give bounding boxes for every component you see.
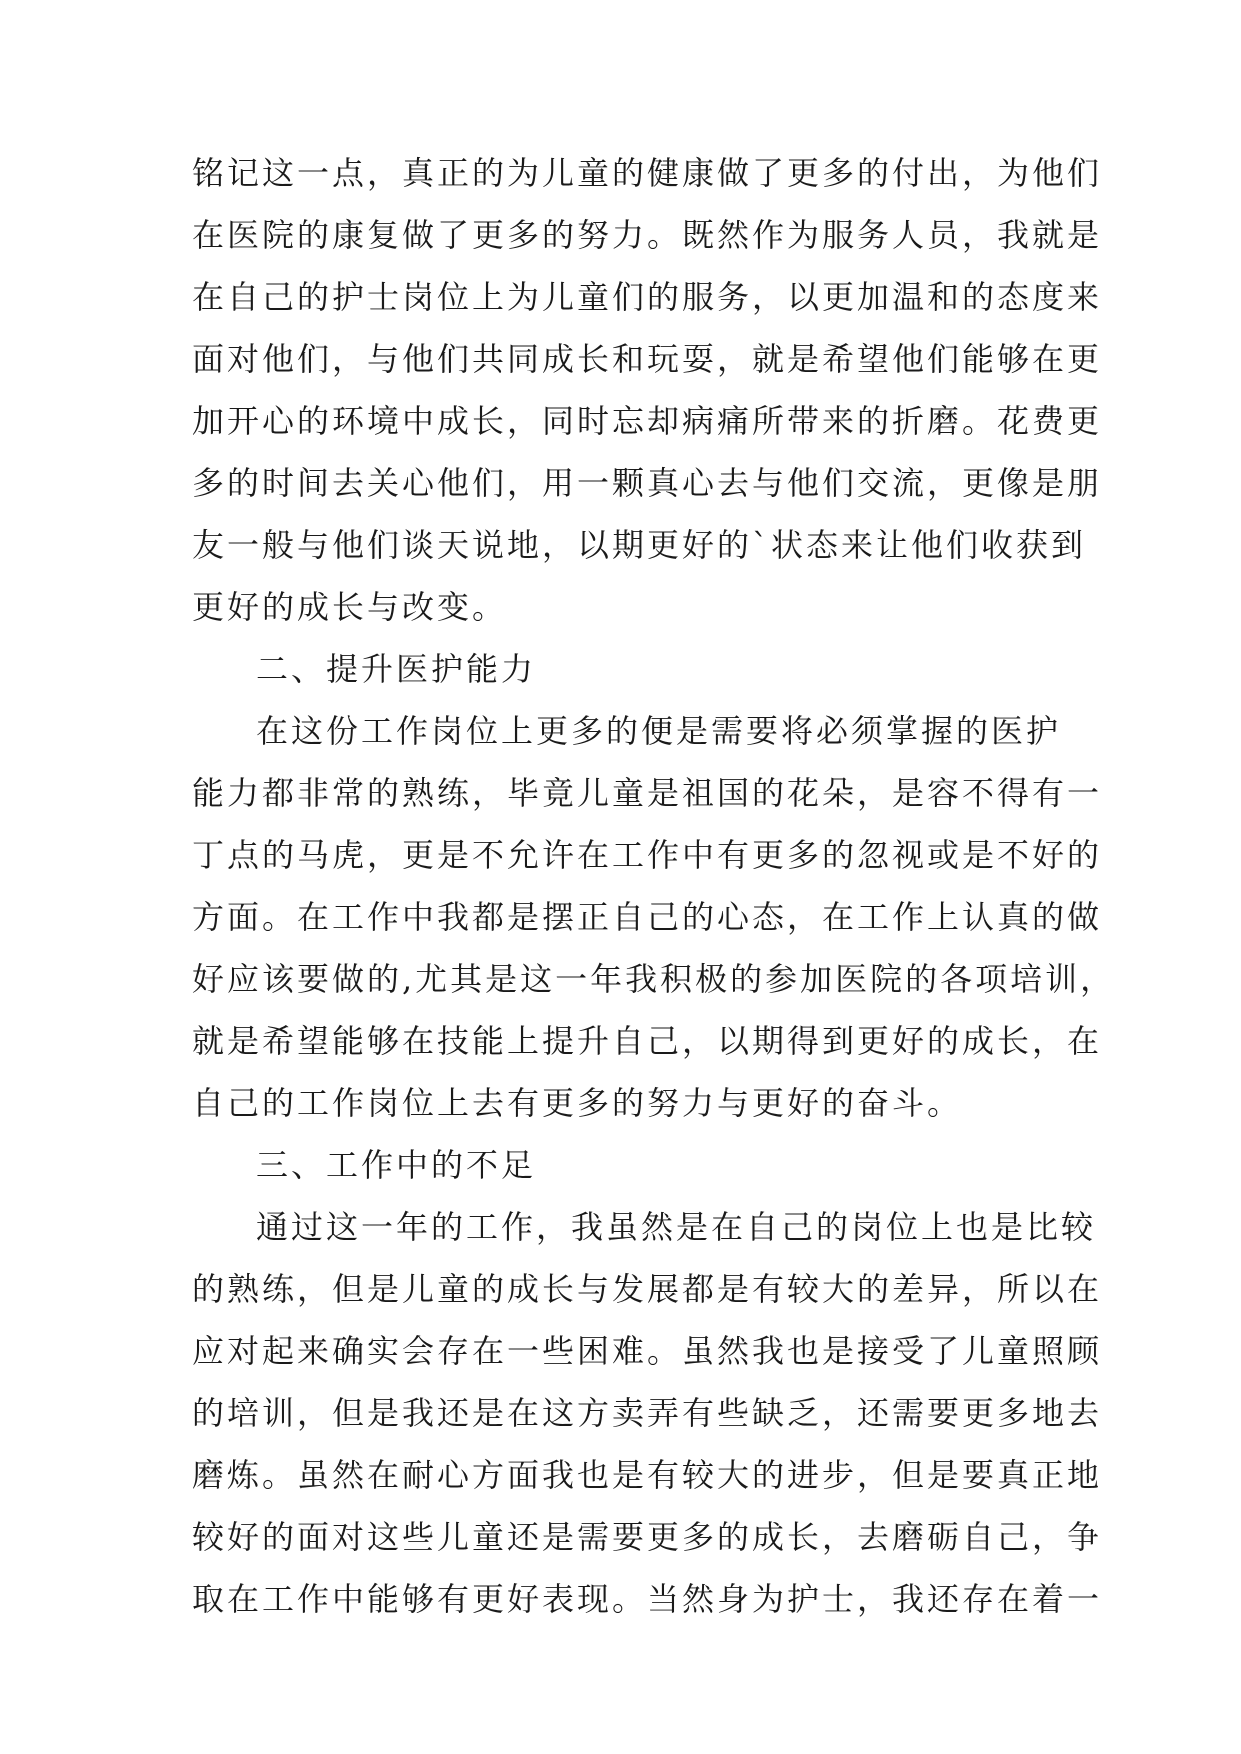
paragraph-line: 多的时间去关心他们，用一颗真心去与他们交流，更像是朋 bbox=[192, 464, 1103, 502]
paragraph-line: 通过这一年的工作，我虽然是在自己的岗位上也是比较 bbox=[256, 1208, 1097, 1246]
paragraph-line: 友一般与他们谈天说地，以期更好的`状态来让他们收获到 bbox=[192, 526, 1087, 564]
paragraph-line: 就是希望能够在技能上提升自己，以期得到更好的成长，在 bbox=[192, 1022, 1103, 1060]
paragraph-line: 方面。在工作中我都是摆正自己的心态，在工作上认真的做 bbox=[192, 898, 1103, 936]
section-heading: 三、工作中的不足 bbox=[256, 1146, 537, 1184]
section-heading: 二、提升医护能力 bbox=[256, 650, 537, 688]
paragraph-line: 面对他们，与他们共同成长和玩耍，就是希望他们能够在更 bbox=[192, 340, 1103, 378]
paragraph-line: 加开心的环境中成长，同时忘却病痛所带来的折磨。花费更 bbox=[192, 402, 1103, 440]
paragraph-line: 应对起来确实会存在一些困难。虽然我也是接受了儿童照顾 bbox=[192, 1332, 1103, 1370]
paragraph-line: 取在工作中能够有更好表现。当然身为护士，我还存在着一 bbox=[192, 1580, 1103, 1618]
paragraph-line: 的熟练，但是儿童的成长与发展都是有较大的差异，所以在 bbox=[192, 1270, 1103, 1308]
paragraph-line: 铭记这一点，真正的为儿童的健康做了更多的付出，为他们 bbox=[192, 154, 1103, 192]
paragraph-line: 能力都非常的熟练，毕竟儿童是祖国的花朵，是容不得有一 bbox=[192, 774, 1103, 812]
paragraph-line: 好应该要做的,尤其是这一年我积极的参加医院的各项培训， bbox=[192, 960, 1116, 998]
paragraph-line: 在这份工作岗位上更多的便是需要将必须掌握的医护 bbox=[256, 712, 1062, 750]
paragraph-line: 自己的工作岗位上去有更多的努力与更好的奋斗。 bbox=[192, 1084, 963, 1122]
paragraph-line: 磨炼。虽然在耐心方面我也是有较大的进步，但是要真正地 bbox=[192, 1456, 1103, 1494]
paragraph-line: 丁点的马虎，更是不允许在工作中有更多的忽视或是不好的 bbox=[192, 836, 1103, 874]
paragraph-line: 在自己的护士岗位上为儿童们的服务，以更加温和的态度来 bbox=[192, 278, 1103, 316]
paragraph-line: 的培训，但是我还是在这方卖弄有些缺乏，还需要更多地去 bbox=[192, 1394, 1103, 1432]
paragraph-line: 更好的成长与改变。 bbox=[192, 588, 508, 626]
paragraph-line: 在医院的康复做了更多的努力。既然作为服务人员，我就是 bbox=[192, 216, 1103, 254]
paragraph-line: 较好的面对这些儿童还是需要更多的成长，去磨砺自己，争 bbox=[192, 1518, 1103, 1556]
